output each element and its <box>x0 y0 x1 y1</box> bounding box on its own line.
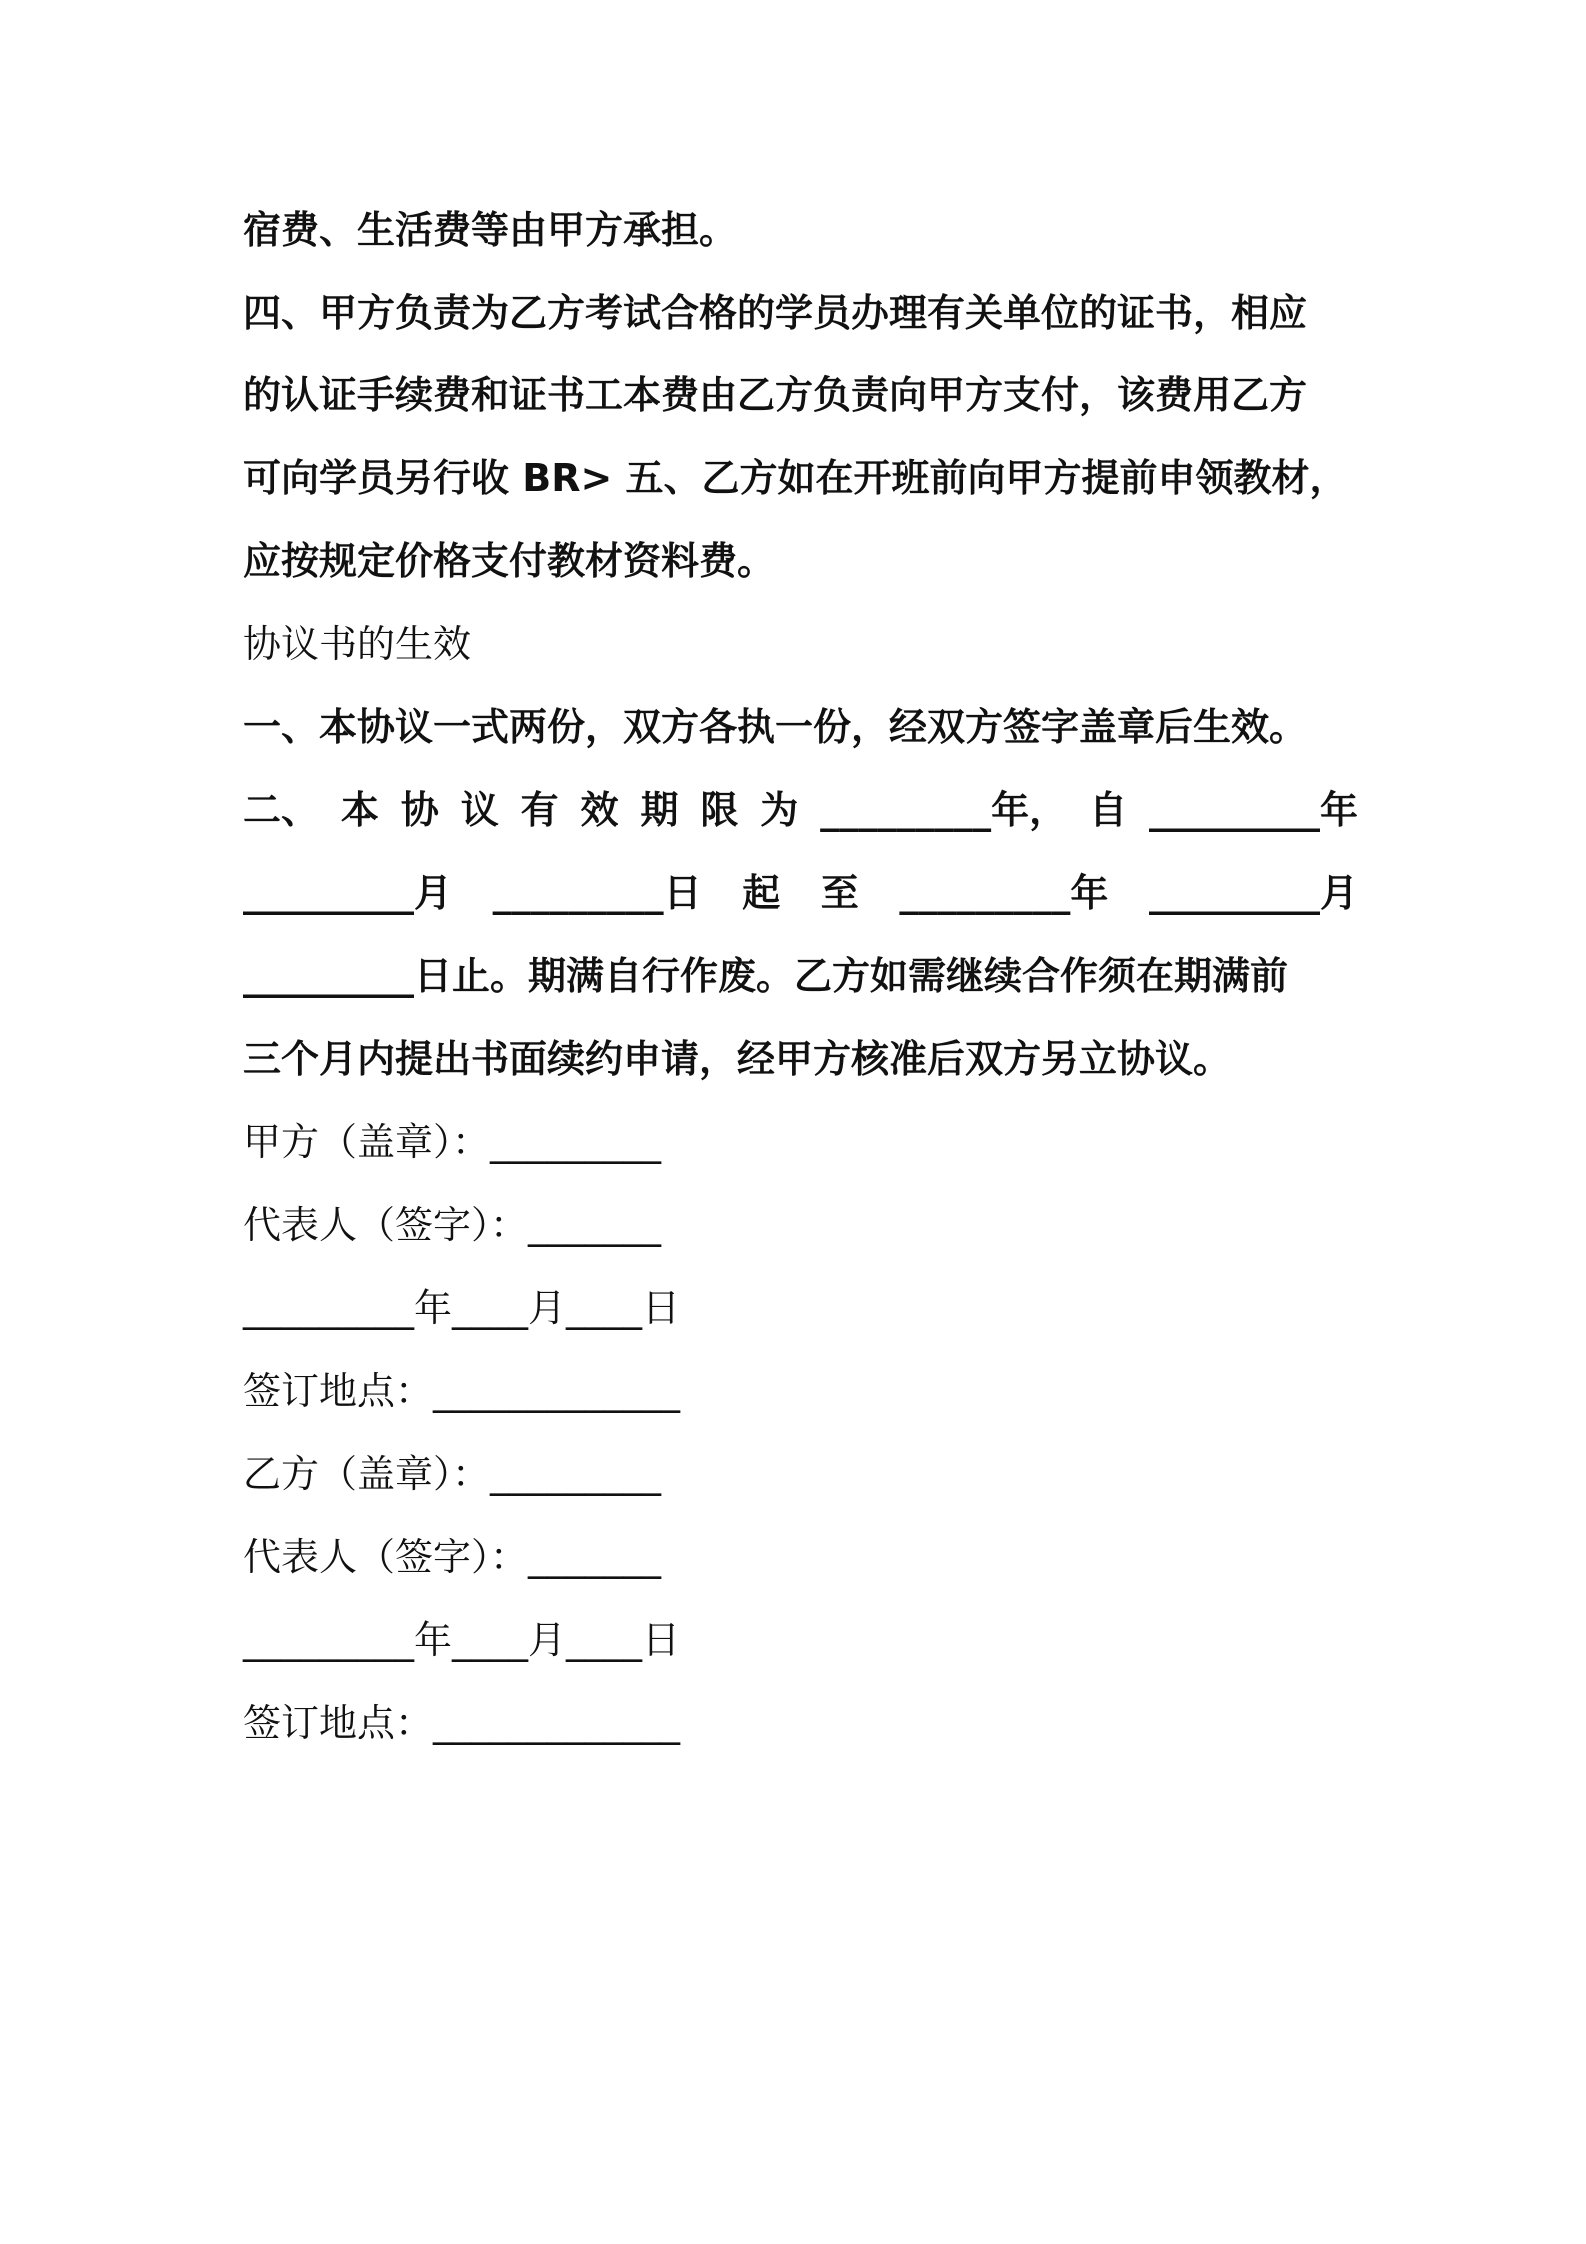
clause-part: 自 <box>1089 788 1128 832</box>
clause-part: _________年 <box>899 871 1109 915</box>
paragraph-line: 可向学员另行收 BR> 五、乙方如在开班前向甲方提前申领教材， <box>243 456 1348 500</box>
clause-line: _________日止。期满自行作废。乙方如需继续合作须在期满前 <box>243 954 1289 998</box>
clause-part: _________月 <box>243 871 453 915</box>
clause-part: 议 <box>460 788 499 832</box>
clause-line: 三个月内提出书面续约申请，经甲方核准后双方另立协议。 <box>243 1037 1232 1081</box>
clause-part: 本 <box>340 788 379 832</box>
clause-part: 有 <box>520 788 559 832</box>
party-a-representative-field: 代表人（签字）：_______ <box>243 1203 662 1247</box>
clause-line <box>243 785 1358 835</box>
clause-part: 协 <box>400 788 439 832</box>
clause-part: 限 <box>700 788 739 832</box>
clause-part: 起 <box>742 871 781 915</box>
paragraph-line: 的认证手续费和证书工本费由乙方负责向甲方支付，该费用乙方 <box>243 373 1308 417</box>
party-b-representative-field: 代表人（签字）：_______ <box>243 1535 662 1579</box>
clause-part: 至 <box>820 871 859 915</box>
party-b-place-field: 签订地点：_____________ <box>243 1701 681 1745</box>
clause-line: 一、本协议一式两份，双方各执一份，经双方签字盖章后生效。 <box>243 705 1308 749</box>
clause-part: 效 <box>580 788 619 832</box>
party-b-date-field: _________年____月____日 <box>243 1618 681 1662</box>
paragraph-line: 四、甲方负责为乙方考试合格的学员办理有关单位的证书，相应 <box>243 291 1308 335</box>
clause-part: _________年， <box>820 788 1068 832</box>
party-a-seal-field: 甲方（盖章）：_________ <box>243 1120 662 1164</box>
clause-part: 期 <box>640 788 679 832</box>
party-a-place-field: 签订地点：_____________ <box>243 1369 681 1413</box>
clause-part: _________月 <box>1148 871 1358 915</box>
paragraph-line: 应按规定价格支付教材资料费。 <box>243 539 776 583</box>
party-a-date-field: _________年____月____日 <box>243 1286 681 1330</box>
section-heading: 协议书的生效 <box>243 622 472 666</box>
clause-part: 为 <box>760 788 799 832</box>
clause-part: 二、 <box>243 788 320 832</box>
paragraph-line: 宿费、生活费等由甲方承担。 <box>243 208 738 252</box>
clause-part: _________日 <box>492 871 702 915</box>
clause-part: _________年 <box>1148 788 1358 832</box>
clause-line <box>243 868 1358 918</box>
party-b-seal-field: 乙方（盖章）：_________ <box>243 1452 662 1496</box>
